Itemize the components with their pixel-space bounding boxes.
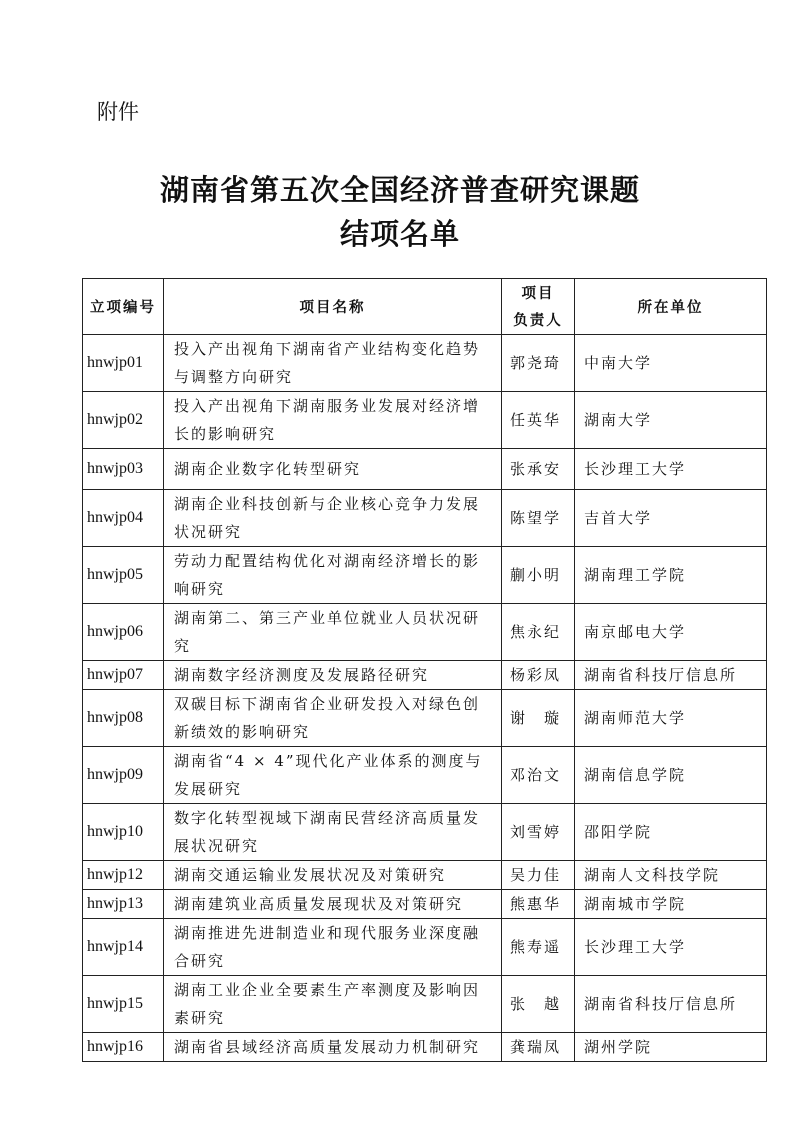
- cell-name: 湖南企业数字化转型研究: [164, 449, 502, 490]
- cell-code: hnwjp08: [83, 690, 164, 747]
- document-subtitle: 结项名单: [339, 217, 460, 251]
- cell-name: 湖南工业企业全要素生产率测度及影响因素研究: [164, 976, 502, 1033]
- table-row: [83, 890, 767, 919]
- header-person: [502, 279, 575, 335]
- table-row: [83, 449, 767, 490]
- cell-person: 谢 璇: [502, 690, 575, 747]
- header-person-line2: 负责人: [513, 311, 563, 329]
- cell-person: 熊寿遥: [502, 919, 575, 976]
- cell-person: 焦永纪: [502, 604, 575, 661]
- cell-code: hnwjp03: [83, 449, 164, 490]
- table-row: [83, 547, 767, 604]
- attachment-label: 附件: [97, 100, 139, 124]
- header-unit: 所在单位: [575, 279, 767, 335]
- cell-unit: 湖南师范大学: [575, 690, 767, 747]
- cell-name: 湖南第二、第三产业单位就业人员状况研究: [164, 604, 502, 661]
- cell-person: 杨彩凤: [502, 661, 575, 690]
- cell-name: 湖南交通运输业发展状况及对策研究: [164, 861, 502, 890]
- table-row: [83, 392, 767, 449]
- cell-code: hnwjp10: [83, 804, 164, 861]
- cell-unit: 南京邮电大学: [575, 604, 767, 661]
- cell-person: 熊惠华: [502, 890, 575, 919]
- cell-name: 劳动力配置结构优化对湖南经济增长的影响研究: [164, 547, 502, 604]
- table-row: [83, 919, 767, 976]
- cell-code: hnwjp06: [83, 604, 164, 661]
- cell-code: hnwjp16: [83, 1033, 164, 1062]
- cell-person: 龚瑞凤: [502, 1033, 575, 1062]
- table-row: [83, 861, 767, 890]
- cell-code: hnwjp05: [83, 547, 164, 604]
- cell-unit: 湖南大学: [575, 392, 767, 449]
- table-row: [83, 490, 767, 547]
- cell-unit: 长沙理工大学: [575, 919, 767, 976]
- cell-code: hnwjp13: [83, 890, 164, 919]
- cell-unit: 湖南省科技厅信息所: [575, 976, 767, 1033]
- table-row: [83, 804, 767, 861]
- table-row: [83, 1033, 767, 1062]
- table-row: [83, 335, 767, 392]
- cell-name: 湖南建筑业高质量发展现状及对策研究: [164, 890, 502, 919]
- cell-unit: 吉首大学: [575, 490, 767, 547]
- table-row: [83, 604, 767, 661]
- cell-unit: 湖南理工学院: [575, 547, 767, 604]
- cell-unit: 湖南人文科技学院: [575, 861, 767, 890]
- cell-unit: 邵阳学院: [575, 804, 767, 861]
- table-row: [83, 661, 767, 690]
- table-row: [83, 690, 767, 747]
- cell-person: 邓治文: [502, 747, 575, 804]
- cell-unit: 湖南省科技厅信息所: [575, 661, 767, 690]
- cell-person: 蒯小明: [502, 547, 575, 604]
- cell-code: hnwjp14: [83, 919, 164, 976]
- cell-unit: 长沙理工大学: [575, 449, 767, 490]
- project-table: [82, 278, 767, 1062]
- cell-name: 湖南数字经济测度及发展路径研究: [164, 661, 502, 690]
- cell-person: 陈望学: [502, 490, 575, 547]
- cell-code: hnwjp07: [83, 661, 164, 690]
- cell-name: 双碳目标下湖南省企业研发投入对绿色创新绩效的影响研究: [164, 690, 502, 747]
- cell-person: 张 越: [502, 976, 575, 1033]
- cell-name: 湖南省“4 × 4”现代化产业体系的测度与发展研究: [164, 747, 502, 804]
- cell-person: 刘雪婷: [502, 804, 575, 861]
- cell-name: 湖南企业科技创新与企业核心竞争力发展状况研究: [164, 490, 502, 547]
- cell-name: 投入产出视角下湖南服务业发展对经济增长的影响研究: [164, 392, 502, 449]
- cell-code: hnwjp04: [83, 490, 164, 547]
- cell-unit: 湖南城市学院: [575, 890, 767, 919]
- cell-person: 张承安: [502, 449, 575, 490]
- cell-person: 郭尧琦: [502, 335, 575, 392]
- header-name: 项目名称: [164, 279, 502, 335]
- cell-person: 任英华: [502, 392, 575, 449]
- cell-name: 数字化转型视域下湖南民营经济高质量发展状况研究: [164, 804, 502, 861]
- cell-unit: 湖南信息学院: [575, 747, 767, 804]
- table-header-row: [83, 279, 767, 335]
- table-row: [83, 976, 767, 1033]
- cell-code: hnwjp09: [83, 747, 164, 804]
- cell-person: 吴力佳: [502, 861, 575, 890]
- cell-code: hnwjp12: [83, 861, 164, 890]
- header-code: 立项编号: [83, 279, 164, 335]
- cell-code: hnwjp02: [83, 392, 164, 449]
- document-title: 湖南省第五次全国经济普查研究课题: [159, 173, 640, 207]
- cell-name: 投入产出视角下湖南省产业结构变化趋势与调整方向研究: [164, 335, 502, 392]
- cell-unit: 湖州学院: [575, 1033, 767, 1062]
- cell-unit: 中南大学: [575, 335, 767, 392]
- cell-name: 湖南推进先进制造业和现代服务业深度融合研究: [164, 919, 502, 976]
- cell-name: 湖南省县域经济高质量发展动力机制研究: [164, 1033, 502, 1062]
- cell-code: hnwjp01: [83, 335, 164, 392]
- header-person-line1: 项目: [521, 284, 555, 302]
- table-row: [83, 747, 767, 804]
- cell-code: hnwjp15: [83, 976, 164, 1033]
